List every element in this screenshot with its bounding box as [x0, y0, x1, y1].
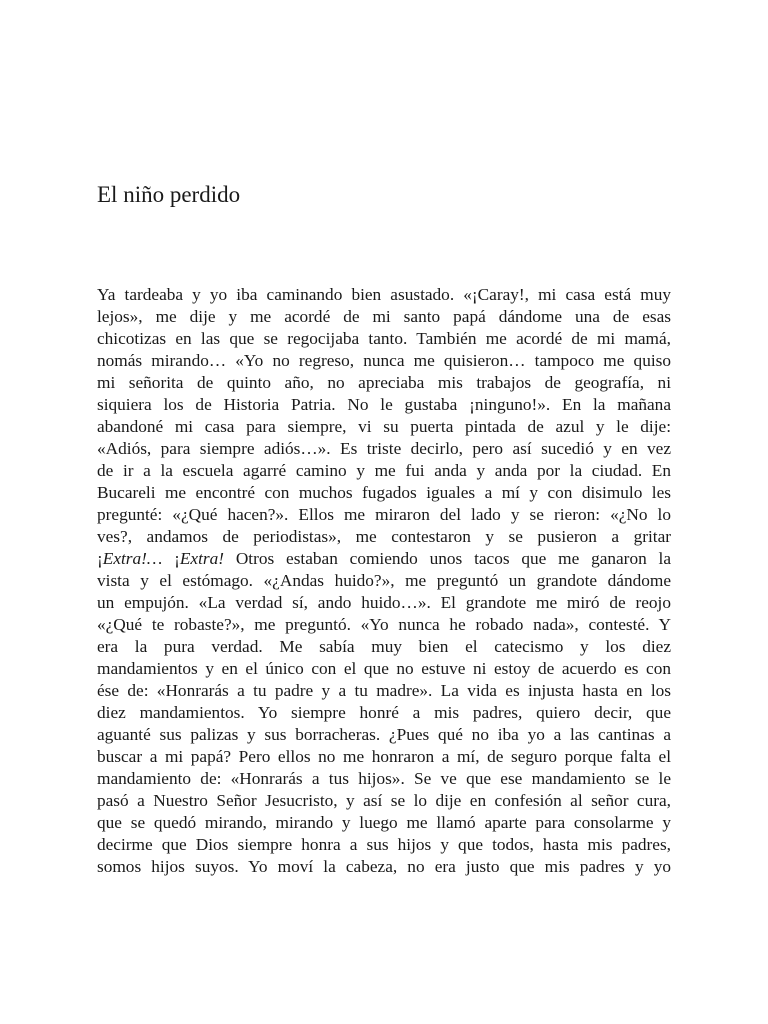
chapter-title: El niño perdido [97, 182, 241, 207]
text-line: de ir a la escuela agarré camino y me fui anda y anda por la ciudad. En [97, 461, 671, 480]
text-line: aguanté sus palizas y sus borracheras. ¿Pues qué no iba yo a las cantinas a [97, 725, 671, 744]
text-line: buscar a mi papá? Pero ellos no me honraron a mí, de seguro porque falta el [97, 747, 671, 766]
text-line: pasó a Nuestro Señor Jesucristo, y así se lo dije en confesión al señor cura, [97, 791, 671, 810]
text-line: lejos», me dije y me acordé de mi santo papá dándome una de esas [97, 307, 671, 326]
text-line: Ya tardeaba y yo iba caminando bien asustado. «¡Caray!, mi casa está muy [97, 285, 671, 304]
text-line: «Adiós, para siempre adiós…». Es triste decirlo, pero así sucedió y en vez [97, 439, 671, 458]
text-line: decirme que Dios siempre honra a sus hijos y que todos, hasta mis padres, [97, 835, 671, 854]
text-line: nomás mirando… «Yo no regreso, nunca me quisieron… tampoco me quiso [97, 351, 671, 370]
text-line: somos hijos suyos. Yo moví la cabeza, no era justo que mis padres y yo [97, 857, 671, 876]
text-line: un empujón. «La verdad sí, ando huido…». El grandote me miró de reojo [97, 593, 671, 612]
text-line: mandamiento de: «Honrarás a tus hijos». Se ve que ese mandamiento se le [97, 769, 671, 788]
text-line: era la pura verdad. Me sabía muy bien el catecismo y los diez [97, 637, 671, 656]
text-line: mandamientos y en el único con el que no estuve ni estoy de acuerdo es con [97, 659, 671, 678]
text-line: ves?, andamos de periodistas», me contestaron y se pusieron a gritar [97, 527, 671, 546]
text-line: siquiera los de Historia Patria. No le gustaba ¡ninguno!». En la mañana [97, 395, 671, 414]
chapter-body [97, 284, 671, 878]
book-page [97, 0, 671, 1024]
text-line: abandoné mi casa para siempre, vi su puerta pintada de azul y le dije: [97, 417, 671, 436]
text-line: vista y el estómago. «¿Andas huido?», me preguntó un grandote dándome [97, 571, 671, 590]
text-line: mi señorita de quinto año, no apreciaba mis trabajos de geografía, ni [97, 373, 671, 392]
text-line: «¿Qué te robaste?», me preguntó. «Yo nunca he robado nada», contesté. Y [97, 615, 671, 634]
text-line: Bucareli me encontré con muchos fugados iguales a mí y con disimulo les [97, 483, 671, 502]
text-line: ¡Extra!… ¡Extra! Otros estaban comiendo unos tacos que me ganaron la [97, 549, 671, 568]
text-line: que se quedó mirando, mirando y luego me llamó aparte para consolarme y [97, 813, 671, 832]
text-line: pregunté: «¿Qué hacen?». Ellos me miraron del lado y se rieron: «¿No lo [97, 505, 671, 524]
text-line: ése de: «Honrarás a tu padre y a tu madre». La vida es injusta hasta en los [97, 681, 671, 700]
text-line: diez mandamientos. Yo siempre honré a mis padres, quiero decir, que [97, 703, 671, 722]
text-line: chicotizas en las que se regocijaba tanto. También me acordé de mi mamá, [97, 329, 671, 348]
